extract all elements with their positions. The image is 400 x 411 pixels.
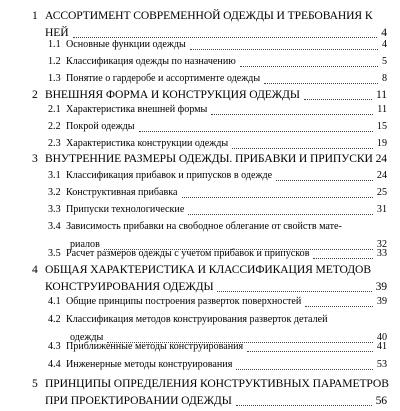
toc-chapter-5[interactable] [0,377,400,411]
section-title-line: Приближенные методы конструирования [66,341,244,352]
section-page-number: 41 [376,341,387,352]
toc-section-4.4[interactable] [0,359,400,377]
toc-chapter-1[interactable] [0,9,400,43]
section-title-line: Инженерные методы конструирования [66,359,233,370]
chapter-page-number: 11 [376,88,387,101]
section-page-number: 32 [376,239,387,250]
section-title-line: Покрой одежды [66,121,135,132]
section-number: 1.2 [48,56,61,67]
chapter-title-line: ОБЩАЯ ХАРАКТЕРИСТИКА И КЛАССИФИКАЦИЯ МЕТОДОВ [45,263,371,276]
dot-leader [313,258,372,259]
dot-leader [211,114,373,115]
section-title-line: одежды [70,332,104,343]
section-title-line: Понятие о гардеробе и ассортименте одежды [66,73,261,84]
section-page-number: 11 [377,104,387,115]
toc-section-3.3[interactable] [0,204,400,222]
section-number: 3.5 [48,248,61,259]
chapter-page-number: 56 [375,394,387,407]
section-title-line: Характеристика внешней формы [66,104,208,115]
toc-section-4.1[interactable] [0,296,400,314]
section-number: 4.3 [48,341,61,352]
chapter-title-line: НЕЙ [45,26,69,39]
chapter-title-line: ВНУТРЕННИЕ РАЗМЕРЫ ОДЕЖДЫ. ПРИБАВКИ И ПРИПУСКИ [45,152,373,165]
section-number: 2.3 [48,138,61,149]
toc-section-4.3[interactable] [0,341,400,359]
section-number: 4.1 [48,296,61,307]
chapter-page-number: 39 [375,280,387,293]
dot-leader [190,49,378,50]
section-page-number: 40 [376,332,387,343]
chapter-number: 2 [32,88,38,101]
section-page-number: 24 [376,170,387,181]
chapter-title-line: ВНЕШНЯЯ ФОРМА И КОНСТРУКЦИЯ ОДЕЖДЫ [45,88,300,101]
section-number: 3.4 [48,221,61,232]
chapter-title-line: ПРИНЦИПЫ ОПРЕДЕЛЕНИЯ КОНСТРУКТИВНЫХ ПАРАМЕТРОВ [45,377,389,390]
dot-leader [217,291,371,292]
section-page-number: 5 [381,56,387,67]
chapter-number: 5 [32,377,38,390]
section-title-line: Зависимость прибавки на свободное облегание от свойств мате- [66,221,342,232]
chapter-title-line: ПРИ ПРОЕКТИРОВАНИИ ОДЕЖДЫ [45,394,232,407]
section-page-number: 4 [381,39,387,50]
chapter-number: 1 [32,9,38,22]
section-page-number: 53 [376,359,387,370]
dot-leader [139,131,373,132]
dot-leader [182,197,373,198]
section-number: 2.2 [48,121,61,132]
toc-chapter-4[interactable] [0,263,400,297]
section-title-line: Конструктивная прибавка [66,187,178,198]
chapter-number: 4 [32,263,38,276]
section-number: 1.3 [48,73,61,84]
section-title-line: Припуски технологические [66,204,185,215]
section-page-number: 33 [376,248,387,259]
section-page-number: 19 [376,138,387,149]
section-title-line: Классификация одежды по назначению [66,56,236,67]
toc-section-3.1[interactable] [0,170,400,188]
section-title-line: Основные функции одежды [66,39,186,50]
section-title-line: Классификация прибавок и припусков в одежде [66,170,273,181]
toc-section-1.1[interactable] [0,39,400,57]
dot-leader [276,180,373,181]
section-number: 3.1 [48,170,61,181]
section-number: 4.4 [48,359,61,370]
toc-chapter-3[interactable] [0,152,400,169]
chapter-page-number: 24 [375,152,387,165]
section-number: 1.1 [48,39,61,50]
section-number: 4.2 [48,314,61,325]
section-number: 3.3 [48,204,61,215]
dot-leader [236,405,372,406]
dot-leader [232,148,373,149]
dot-leader [247,351,373,352]
section-title-line: Характеристика конструкции одежды [66,138,229,149]
section-page-number: 8 [381,73,387,84]
dot-leader [73,37,378,38]
section-page-number: 39 [376,296,387,307]
toc-section-2.1[interactable] [0,104,400,122]
toc-section-3.2[interactable] [0,187,400,205]
chapter-page-number: 4 [381,26,387,39]
toc-section-1.2[interactable] [0,56,400,74]
chapter-title-line: АССОРТИМЕНТ СОВРЕМЕННОЙ ОДЕЖДЫ И ТРЕБОВАНИЯ К [45,9,373,22]
section-title-line: риалов [70,239,100,250]
section-number: 3.2 [48,187,61,198]
section-title-line: Общие принципы построения разверток поверхностей [66,296,302,307]
section-page-number: 31 [376,204,387,215]
toc-chapter-2[interactable] [0,88,400,105]
section-title-line: Расчет размеров одежды с учетом прибавок и припусков [66,248,310,259]
section-page-number: 25 [376,187,387,198]
section-page-number: 15 [376,121,387,132]
dot-leader [304,99,372,100]
chapter-title-line: КОНСТРУИРОВАНИЯ ОДЕЖДЫ [45,280,214,293]
dot-leader [305,306,373,307]
section-title-line: Классификация методов конструирования разверток деталей [66,314,328,325]
dot-leader [240,66,378,67]
dot-leader [236,369,373,370]
dot-leader [188,214,373,215]
dot-leader [264,83,378,84]
section-number: 2.1 [48,104,61,115]
toc-section-2.2[interactable] [0,121,400,139]
chapter-number: 3 [32,152,38,165]
